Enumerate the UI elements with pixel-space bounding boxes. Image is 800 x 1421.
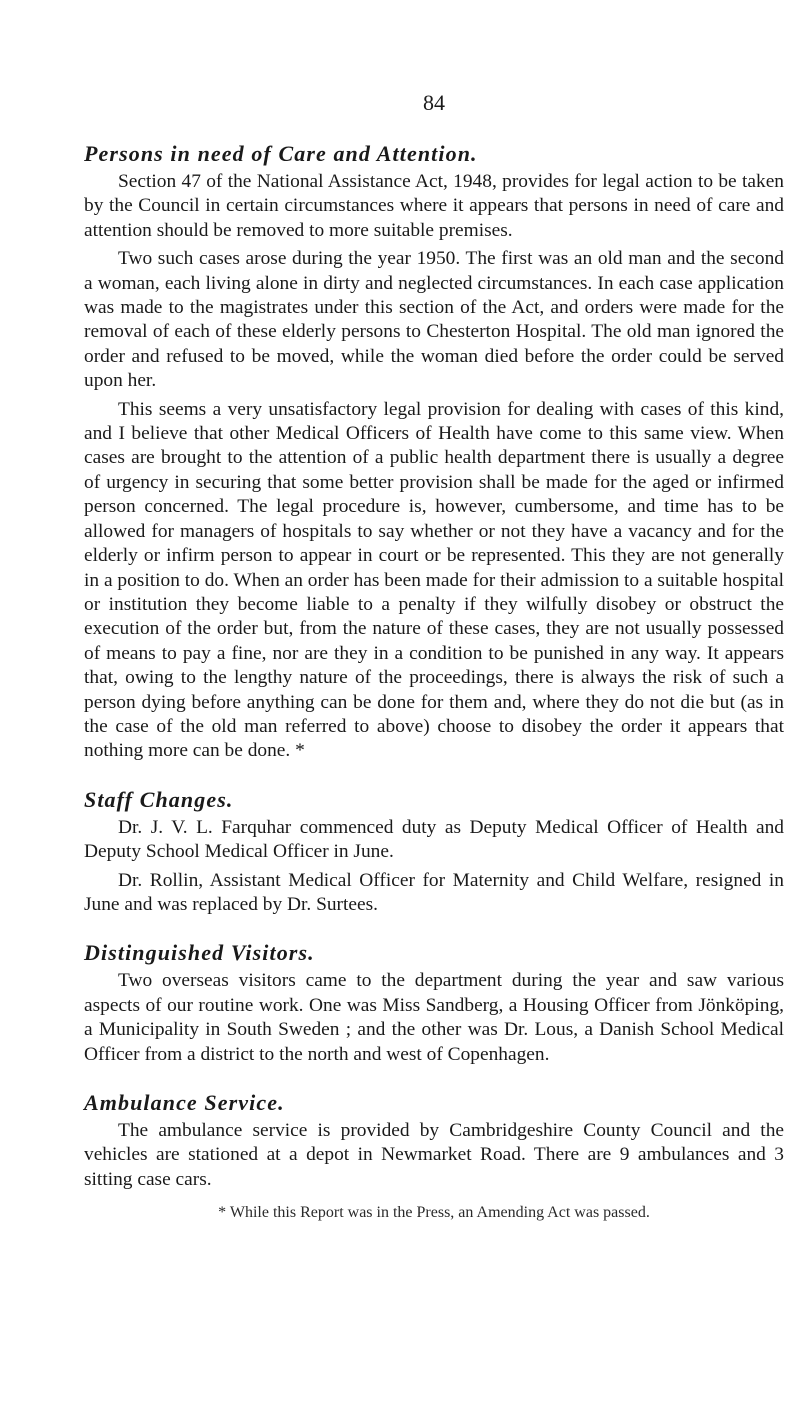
page-number: 84 <box>423 90 445 115</box>
section-distinguished-visitors <box>84 939 784 1067</box>
section-heading: Persons in need of Care and Attention. <box>84 141 478 166</box>
footnote: * While this Report was in the Press, an Amending Act was passed. <box>218 1204 650 1222</box>
paragraph: This seems a very unsatisfactory legal provision for dealing with cases of this kind, and I believe that other Medical Officers of Health have come to this same view. When cases are brought to the attention of a public health department there is usually a degree of urgency in securing that some better provision shall be made for the aged or infirmed person concerned. The legal procedure is, however, cumbersome, and time has to be allowed for managers of hospitals to say whether or not they have a vacancy and for the elderly or infirm person to appear in court or be represented. This they are not generally in a position to do. When an order has been made for their admission to a suitable hospital or institution they become liable to a penalty if they wilfully disobey or obstruct the execution of the order but, from the nature of these cases, they are not usually possessed of means to pay a fine, nor are they in a condition to be punished in any way. It appears that, owing to the lengthy nature of the proceedings, there is always the risk of such a person dying before anything can be done for them and, where they do not die but (as in the case of the old man referred to above) choose to disobey the order it appears that nothing more can be done. * <box>84 398 784 762</box>
paragraph: Dr. Rollin, Assistant Medical Officer for Maternity and Child Welfare, resigned in June and was replaced by Dr. Surtees. <box>84 869 784 915</box>
paragraph: Two such cases arose during the year 1950. The first was an old man and the second a woman, each living alone in dirty and neglected circumstances. In each case application was made to the magistrates under this section of the Act, and orders were made for the removal of each of these elderly persons to Chesterton Hospital. The old man ignored the order and refused to be moved, while the woman died before the order could be served upon her. <box>84 248 784 392</box>
section-heading: Staff Changes. <box>84 786 234 812</box>
paragraph: Dr. J. V. L. Farquhar commenced duty as Deputy Medical Officer of Health and Deputy School Medical Officer in June. <box>84 816 784 863</box>
document-body <box>84 140 784 1224</box>
paragraph: The ambulance service is provided by Cambridgeshire County Council and the vehicles are stationed at a depot in Newmarket Road. There are 9 ambulances and 3 sitting case cars. <box>84 1120 784 1190</box>
paragraph: Section 47 of the National Assistance Act, 1948, provides for legal action to be taken by the Council in certain circumstances where it appears that persons in need of care and attention should be removed to more suitable premises. <box>84 171 784 241</box>
section-ambulance-service <box>84 1089 784 1192</box>
section-care-and-attention <box>84 140 784 764</box>
section-heading: Ambulance Service. <box>84 1090 285 1115</box>
paragraph: Two overseas visitors came to the department during the year and saw various aspects of our routine work. One was Miss Sandberg, a Housing Officer from Jönköping, a Municipality in South Sweden ; and the other was Dr. Lous, a Danish School Medical Officer from a district to the north and west of Copenhagen. <box>84 970 784 1065</box>
section-staff-changes <box>84 786 784 918</box>
section-heading: Distinguished Visitors. <box>84 940 315 966</box>
